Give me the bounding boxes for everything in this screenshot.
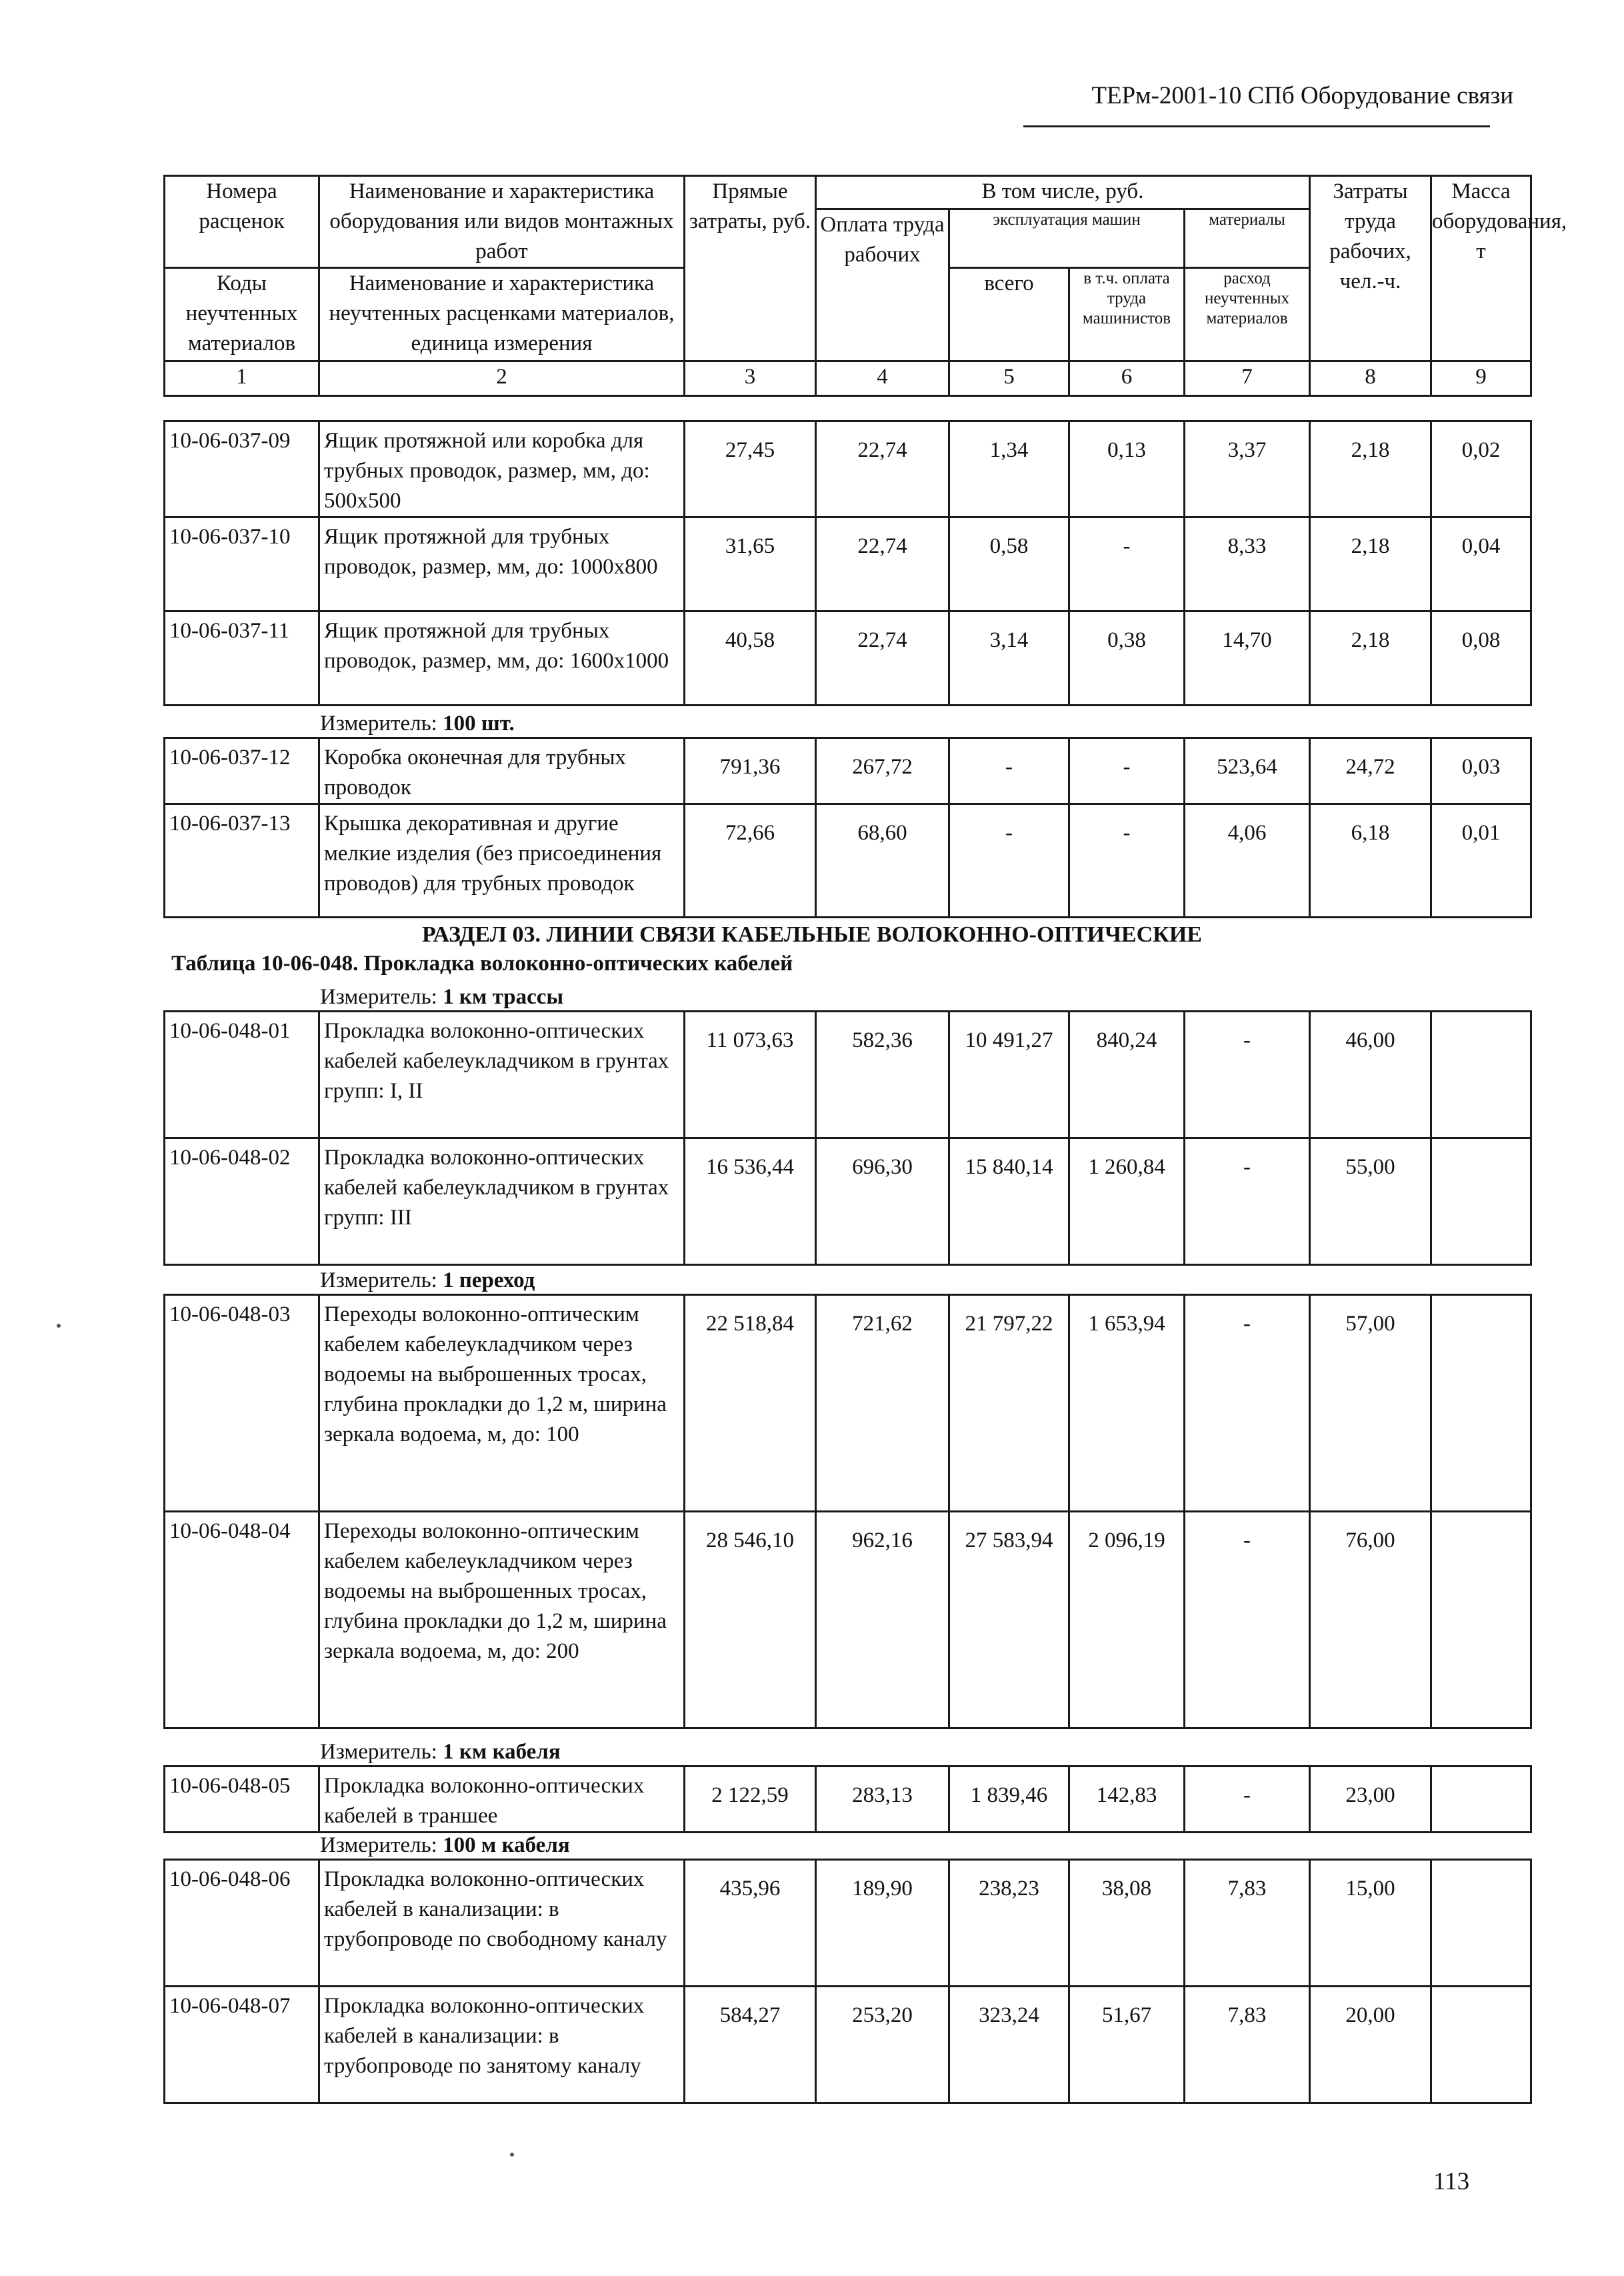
head-machines: эксплуатация машин bbox=[949, 209, 1185, 268]
measure-label: Измеритель: bbox=[320, 712, 443, 736]
value-cell: 2,18 bbox=[1310, 517, 1431, 612]
head-col6: в т.ч. оплата труда машинистов bbox=[1069, 268, 1185, 361]
value-cell: - bbox=[1185, 1512, 1310, 1729]
value-cell: 8,33 bbox=[1185, 517, 1310, 612]
value-cell: 21 797,22 bbox=[949, 1295, 1069, 1512]
table-row bbox=[165, 1860, 1531, 1987]
value-cell: 0,01 bbox=[1431, 804, 1531, 918]
measure-1 bbox=[320, 710, 515, 737]
col-number: 7 bbox=[1185, 361, 1310, 396]
head-col3: Прямые затраты, руб. bbox=[685, 176, 816, 361]
value-cell: 51,67 bbox=[1069, 1987, 1185, 2103]
work-description: Ящик протяжной для трубных проводок, размер, мм, до: 1600х1000 bbox=[319, 612, 685, 706]
value-cell: 584,27 bbox=[685, 1987, 816, 2103]
value-cell: 20,00 bbox=[1310, 1987, 1431, 2103]
table-title bbox=[171, 950, 793, 977]
value-cell: 238,23 bbox=[949, 1860, 1069, 1987]
head-col1-top: Номера расценок bbox=[165, 176, 319, 268]
value-cell: - bbox=[1185, 1138, 1310, 1265]
value-cell bbox=[1431, 1138, 1531, 1265]
rate-code: 10-06-037-12 bbox=[165, 738, 319, 804]
head-col7: расход неучтенных материалов bbox=[1185, 268, 1310, 361]
value-cell bbox=[1431, 1512, 1531, 1729]
measure-value: 1 переход bbox=[443, 1268, 535, 1292]
work-description: Прокладка волоконно-оптических кабелей кабелеукладчиком в грунтах групп: I, II bbox=[319, 1012, 685, 1138]
head-col2-bottom: Наименование и характеристика неучтенных расценками материалов, единица измерения bbox=[319, 268, 685, 361]
measure-2 bbox=[320, 984, 563, 1010]
value-cell bbox=[1431, 1987, 1531, 2103]
measure-3 bbox=[320, 1267, 535, 1294]
table-title-text: Таблица 10-06-048. Прокладка волоконно-оптических кабелей bbox=[171, 952, 793, 976]
table-row bbox=[165, 738, 1531, 804]
rate-code: 10-06-037-13 bbox=[165, 804, 319, 918]
value-cell: 16 536,44 bbox=[685, 1138, 816, 1265]
value-cell: - bbox=[1185, 1012, 1310, 1138]
header-rule bbox=[1023, 125, 1490, 127]
work-description: Прокладка волоконно-оптических кабелей кабелеукладчиком в грунтах групп: III bbox=[319, 1138, 685, 1265]
value-cell: 283,13 bbox=[816, 1767, 949, 1833]
rate-code: 10-06-037-09 bbox=[165, 421, 319, 517]
work-description: Коробка оконечная для трубных проводок bbox=[319, 738, 685, 804]
value-cell: 0,04 bbox=[1431, 517, 1531, 612]
value-cell: 76,00 bbox=[1310, 1512, 1431, 1729]
value-cell: 22,74 bbox=[816, 612, 949, 706]
rate-code: 10-06-048-02 bbox=[165, 1138, 319, 1265]
table-row bbox=[165, 1987, 1531, 2103]
col-number: 6 bbox=[1069, 361, 1185, 396]
value-cell: 0,38 bbox=[1069, 612, 1185, 706]
value-cell: - bbox=[1185, 1767, 1310, 1833]
value-cell: - bbox=[1185, 1295, 1310, 1512]
value-cell: 582,36 bbox=[816, 1012, 949, 1138]
value-cell: 15,00 bbox=[1310, 1860, 1431, 1987]
measure-4 bbox=[320, 1739, 561, 1765]
value-cell: 2 122,59 bbox=[685, 1767, 816, 1833]
value-cell: 189,90 bbox=[816, 1860, 949, 1987]
value-cell: 31,65 bbox=[685, 517, 816, 612]
value-cell: 791,36 bbox=[685, 738, 816, 804]
page-number: 113 bbox=[1433, 2168, 1470, 2195]
value-cell: 2,18 bbox=[1310, 421, 1431, 517]
value-cell: 55,00 bbox=[1310, 1138, 1431, 1265]
col-number: 3 bbox=[685, 361, 816, 396]
value-cell: 0,02 bbox=[1431, 421, 1531, 517]
table-header bbox=[163, 175, 1567, 397]
value-cell: 27,45 bbox=[685, 421, 816, 517]
rate-code: 10-06-048-04 bbox=[165, 1512, 319, 1729]
value-cell: 15 840,14 bbox=[949, 1138, 1069, 1265]
value-cell: 840,24 bbox=[1069, 1012, 1185, 1138]
table-block bbox=[163, 1765, 1532, 1833]
work-description: Крышка декоративная и другие мелкие изделия (без присоединения проводов) для трубных проводок bbox=[319, 804, 685, 918]
value-cell: 721,62 bbox=[816, 1295, 949, 1512]
table-row bbox=[165, 517, 1531, 612]
value-cell: 523,64 bbox=[1185, 738, 1310, 804]
value-cell: 27 583,94 bbox=[949, 1512, 1069, 1729]
col-number: 1 bbox=[165, 361, 319, 396]
table-block bbox=[163, 1010, 1532, 1266]
table-block bbox=[163, 1859, 1532, 2104]
scan-speck bbox=[57, 1324, 61, 1328]
value-cell: 7,83 bbox=[1185, 1987, 1310, 2103]
head-col9: Масса оборудования, т bbox=[1431, 176, 1531, 361]
rate-code: 10-06-037-11 bbox=[165, 612, 319, 706]
value-cell: 22 518,84 bbox=[685, 1295, 816, 1512]
value-cell: 46,00 bbox=[1310, 1012, 1431, 1138]
head-group: В том числе, руб. bbox=[816, 176, 1310, 209]
page-header: ТЕРм-2001-10 СПб Оборудование связи bbox=[1091, 82, 1513, 109]
value-cell: 22,74 bbox=[816, 517, 949, 612]
value-cell: 28 546,10 bbox=[685, 1512, 816, 1729]
table-row bbox=[165, 612, 1531, 706]
value-cell: 22,74 bbox=[816, 421, 949, 517]
value-cell: 696,30 bbox=[816, 1138, 949, 1265]
work-description: Прокладка волоконно-оптических кабелей в канализации: в трубопроводе по занятому каналу bbox=[319, 1987, 685, 2103]
rate-code: 10-06-048-05 bbox=[165, 1767, 319, 1833]
value-cell: 1 653,94 bbox=[1069, 1295, 1185, 1512]
value-cell: 72,66 bbox=[685, 804, 816, 918]
value-cell: 24,72 bbox=[1310, 738, 1431, 804]
table-row bbox=[165, 804, 1531, 918]
rate-code: 10-06-037-10 bbox=[165, 517, 319, 612]
table-row bbox=[165, 1295, 1531, 1512]
value-cell: 23,00 bbox=[1310, 1767, 1431, 1833]
head-numbers-row bbox=[165, 361, 1531, 396]
value-cell bbox=[1431, 1295, 1531, 1512]
value-cell: 323,24 bbox=[949, 1987, 1069, 2103]
value-cell: 6,18 bbox=[1310, 804, 1431, 918]
rate-code: 10-06-048-03 bbox=[165, 1295, 319, 1512]
work-description: Переходы волоконно-оптическим кабелем кабелеукладчиком через водоемы на выброшенных тросах, глубина прокладки до 1,2 м, ширина зеркала водоема, м, до: 200 bbox=[319, 1512, 685, 1729]
col-number: 5 bbox=[949, 361, 1069, 396]
value-cell: 40,58 bbox=[685, 612, 816, 706]
measure-value: 1 км кабеля bbox=[443, 1740, 561, 1764]
value-cell: 435,96 bbox=[685, 1860, 816, 1987]
measure-value: 100 шт. bbox=[443, 712, 515, 736]
value-cell: 10 491,27 bbox=[949, 1012, 1069, 1138]
work-description: Ящик протяжной или коробка для трубных проводок, размер, мм, до: 500х500 bbox=[319, 421, 685, 517]
head-col4: Оплата труда рабочих bbox=[816, 209, 949, 361]
table-row bbox=[165, 1512, 1531, 1729]
scan-speck bbox=[510, 2153, 514, 2157]
value-cell: 2,18 bbox=[1310, 612, 1431, 706]
head-col1-bottom: Коды неучтенных материалов bbox=[165, 268, 319, 361]
col-number: 9 bbox=[1431, 361, 1531, 396]
measure-value: 1 км трассы bbox=[443, 985, 564, 1009]
table-row bbox=[165, 1138, 1531, 1265]
work-description: Ящик протяжной для трубных проводок, размер, мм, до: 1000х800 bbox=[319, 517, 685, 612]
value-cell: 7,83 bbox=[1185, 1860, 1310, 1987]
table-row bbox=[165, 1012, 1531, 1138]
rate-code: 10-06-048-01 bbox=[165, 1012, 319, 1138]
value-cell: 142,83 bbox=[1069, 1767, 1185, 1833]
value-cell: 1,34 bbox=[949, 421, 1069, 517]
head-materials: материалы bbox=[1185, 209, 1310, 268]
table-block bbox=[163, 737, 1532, 918]
value-cell: 4,06 bbox=[1185, 804, 1310, 918]
value-cell: 0,13 bbox=[1069, 421, 1185, 517]
measure-label: Измеритель: bbox=[320, 985, 443, 1009]
value-cell: 14,70 bbox=[1185, 612, 1310, 706]
head-col5: всего bbox=[949, 268, 1069, 361]
value-cell: 253,20 bbox=[816, 1987, 949, 2103]
value-cell: 11 073,63 bbox=[685, 1012, 816, 1138]
value-cell: 0,58 bbox=[949, 517, 1069, 612]
col-number: 4 bbox=[816, 361, 949, 396]
value-cell: 267,72 bbox=[816, 738, 949, 804]
value-cell: - bbox=[1069, 517, 1185, 612]
value-cell: - bbox=[1069, 738, 1185, 804]
value-cell bbox=[1431, 1012, 1531, 1138]
col-number: 8 bbox=[1310, 361, 1431, 396]
value-cell: 68,60 bbox=[816, 804, 949, 918]
head-col8: Затраты труда рабочих, чел.-ч. bbox=[1310, 176, 1431, 361]
value-cell: 1 839,46 bbox=[949, 1767, 1069, 1833]
value-cell: 3,37 bbox=[1185, 421, 1310, 517]
value-cell: - bbox=[949, 738, 1069, 804]
table-block bbox=[163, 1294, 1532, 1729]
head-col2-top: Наименование и характеристика оборудования или видов монтажных работ bbox=[319, 176, 685, 268]
table-row bbox=[165, 421, 1531, 517]
rate-code: 10-06-048-07 bbox=[165, 1987, 319, 2103]
value-cell: 2 096,19 bbox=[1069, 1512, 1185, 1729]
measure-value: 100 м кабеля bbox=[443, 1833, 570, 1857]
value-cell: 962,16 bbox=[816, 1512, 949, 1729]
value-cell: 3,14 bbox=[949, 612, 1069, 706]
table-row bbox=[165, 1767, 1531, 1833]
value-cell: 57,00 bbox=[1310, 1295, 1431, 1512]
work-description: Прокладка волоконно-оптических кабелей в канализации: в трубопроводе по свободному каналу bbox=[319, 1860, 685, 1987]
value-cell bbox=[1431, 1767, 1531, 1833]
value-cell bbox=[1431, 1860, 1531, 1987]
measure-label: Измеритель: bbox=[320, 1740, 443, 1764]
work-description: Переходы волоконно-оптическим кабелем кабелеукладчиком через водоемы на выброшенных тросах, глубина прокладки до 1,2 м, ширина зеркала водоема, м, до: 100 bbox=[319, 1295, 685, 1512]
measure-5 bbox=[320, 1832, 570, 1859]
value-cell: - bbox=[1069, 804, 1185, 918]
value-cell: 1 260,84 bbox=[1069, 1138, 1185, 1265]
value-cell: 0,03 bbox=[1431, 738, 1531, 804]
work-description: Прокладка волоконно-оптических кабелей в траншее bbox=[319, 1767, 685, 1833]
value-cell: 0,08 bbox=[1431, 612, 1531, 706]
rate-code: 10-06-048-06 bbox=[165, 1860, 319, 1987]
measure-label: Измеритель: bbox=[320, 1268, 443, 1292]
value-cell: 38,08 bbox=[1069, 1860, 1185, 1987]
table-block bbox=[163, 420, 1532, 706]
measure-label: Измеритель: bbox=[320, 1833, 443, 1857]
col-number: 2 bbox=[319, 361, 685, 396]
section-title: РАЗДЕЛ 03. ЛИНИИ СВЯЗИ КАБЕЛЬНЫЕ ВОЛОКОННО-ОПТИЧЕСКИЕ bbox=[422, 922, 1202, 947]
value-cell: - bbox=[949, 804, 1069, 918]
